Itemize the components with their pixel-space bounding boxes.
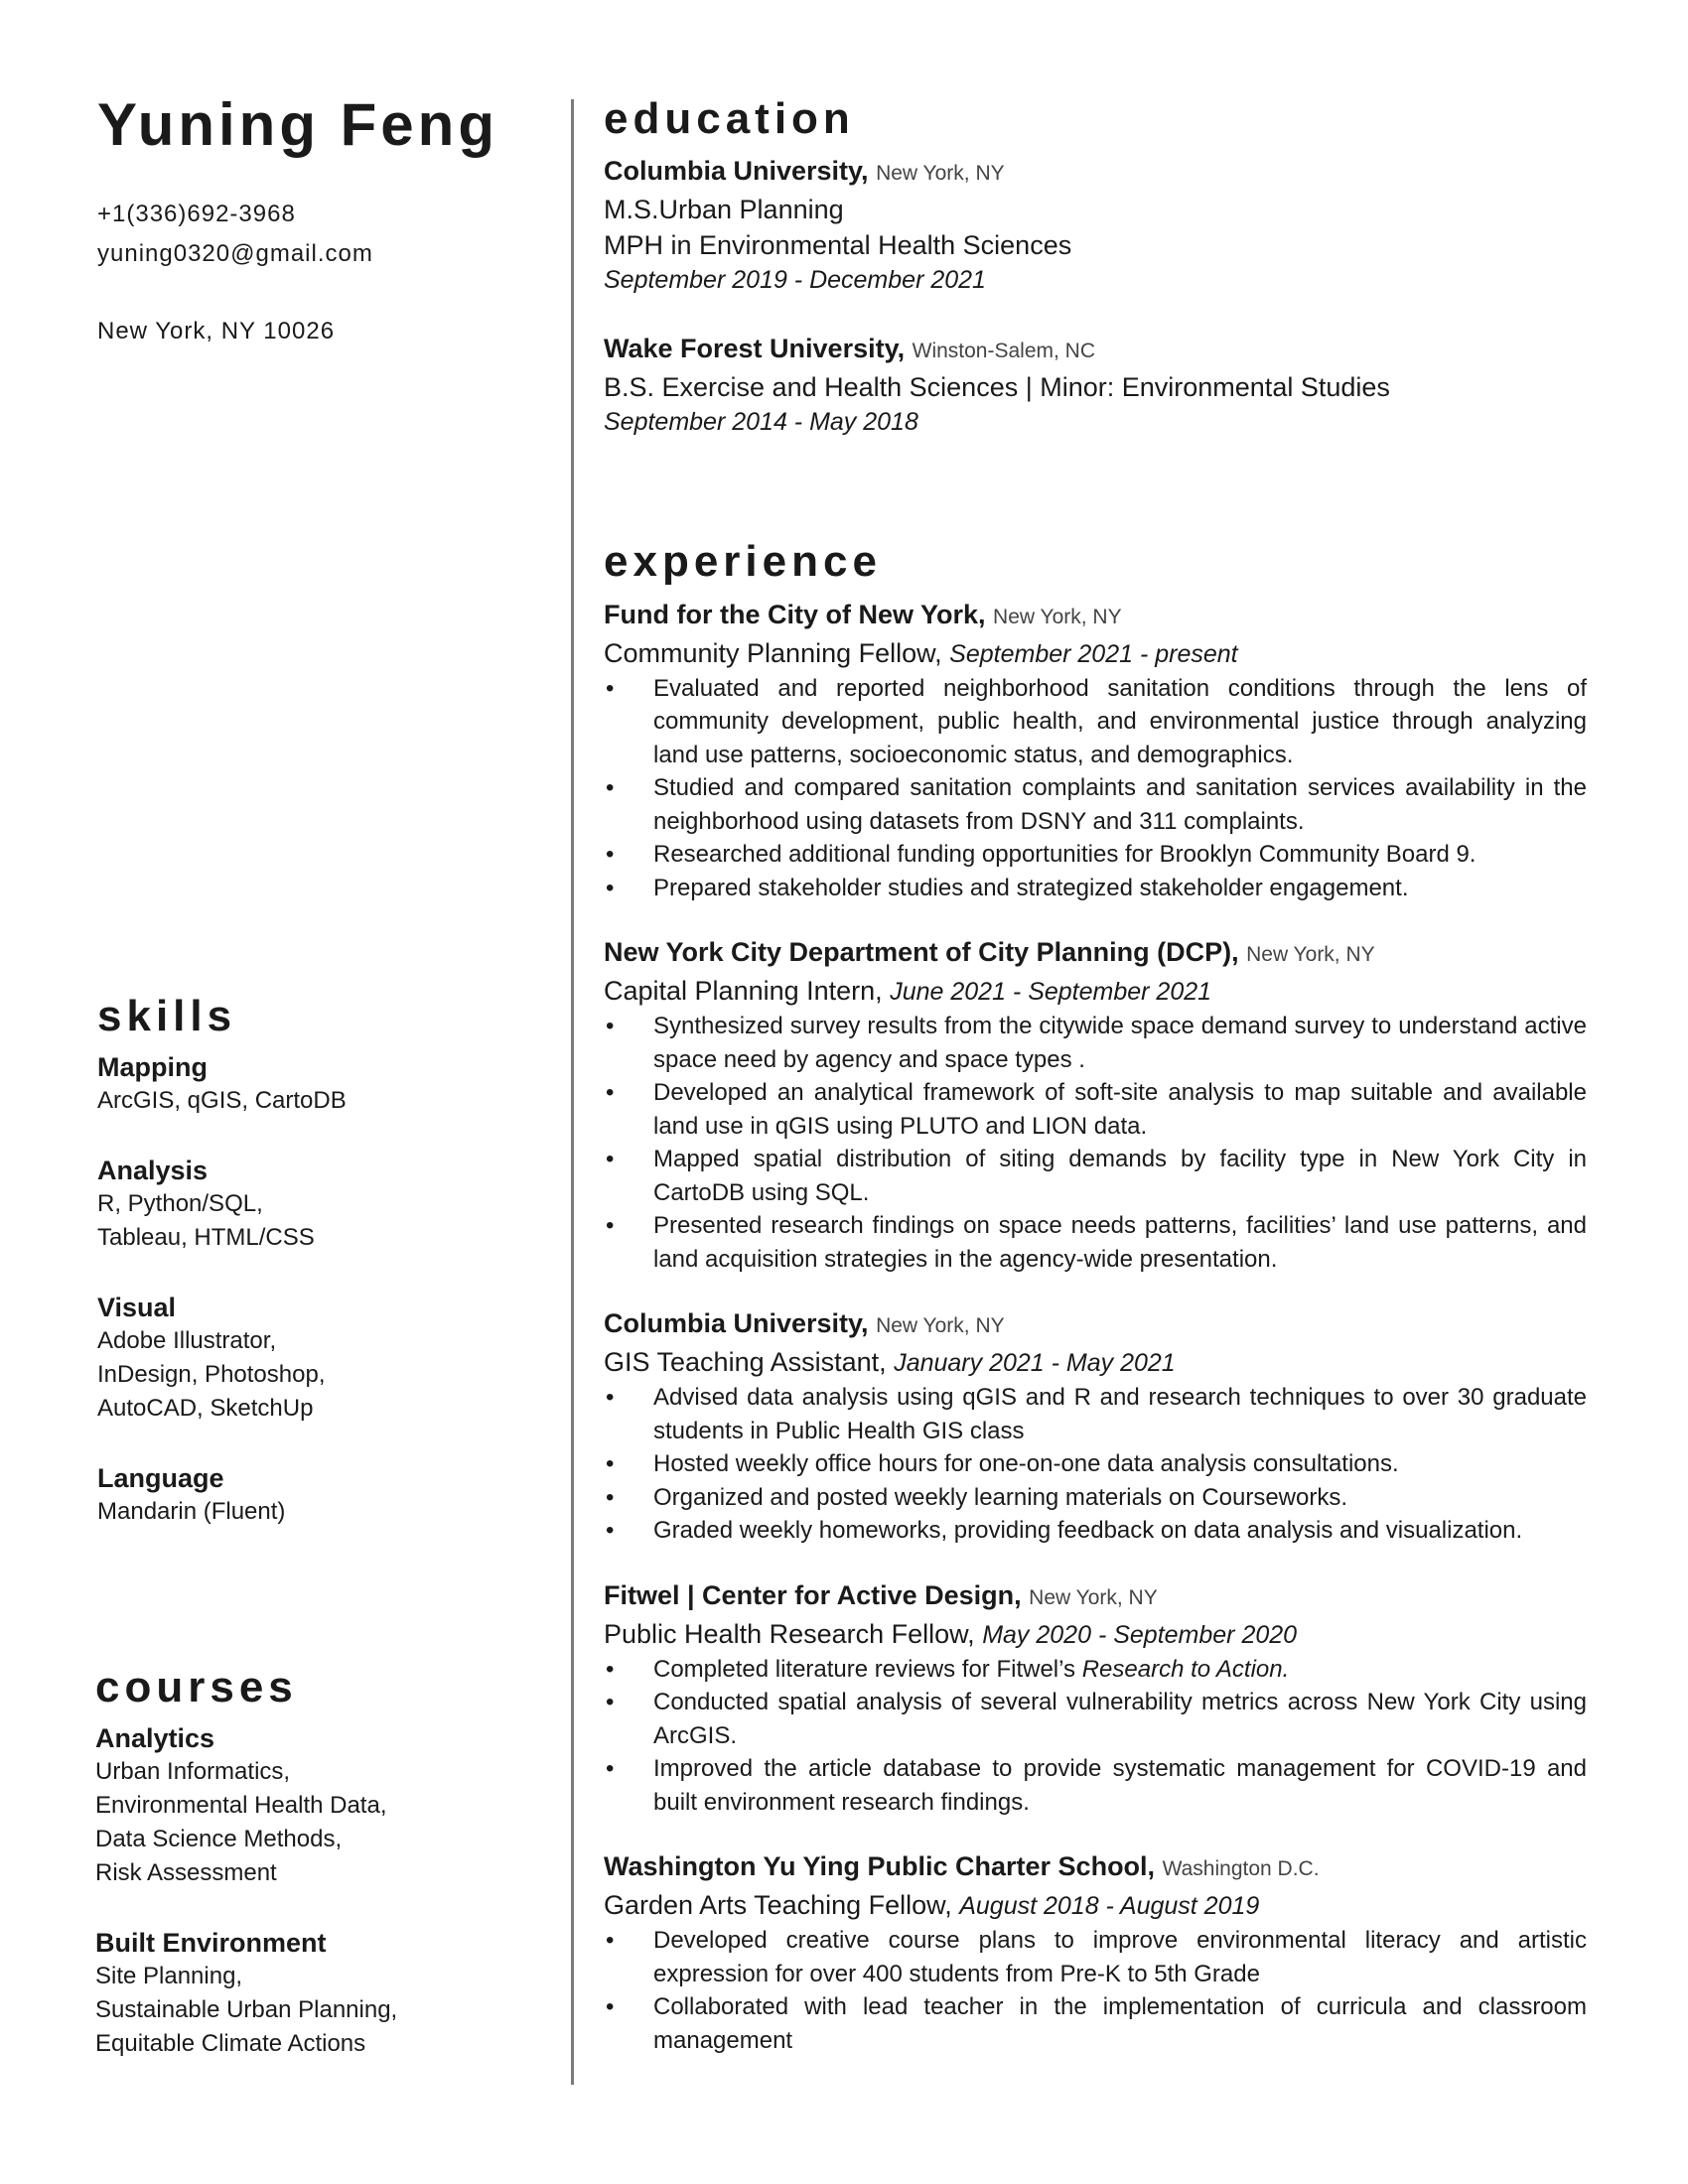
experience-job <box>604 1577 1587 1820</box>
home-address: New York, NY 10026 <box>97 318 336 344</box>
skills-group-title: Mapping <box>97 1052 208 1083</box>
candidate-name: Yuning Feng <box>97 91 498 158</box>
skills-item: ArcGIS, qGIS, CartoDB <box>97 1087 347 1115</box>
skills-item: Adobe Illustrator, <box>97 1327 277 1355</box>
job-bullet <box>604 1209 1587 1276</box>
employer-name: Washington Yu Ying Public Charter School, <box>604 1851 1156 1882</box>
experience-job <box>604 1848 1587 2057</box>
job-bullet <box>604 1686 1587 1752</box>
skills-section <box>97 993 554 1529</box>
job-title: Garden Arts Teaching Fellow, <box>604 1890 952 1921</box>
bullet-icon: • <box>606 674 615 702</box>
experience-job <box>604 1305 1587 1548</box>
education-org-line <box>604 331 1587 369</box>
bullet-icon: • <box>606 1993 615 2021</box>
job-org-line <box>604 597 1587 635</box>
education-entry <box>604 331 1587 439</box>
job-title: Community Planning Fellow, <box>604 637 942 668</box>
job-role-line <box>604 635 1587 672</box>
job-org-line <box>604 1305 1587 1344</box>
skills-item: Mandarin (Fluent) <box>97 1498 286 1526</box>
skills-item: R, Python/SQL, <box>97 1190 263 1218</box>
job-bullet <box>604 1924 1587 1990</box>
education-title: education <box>604 94 855 143</box>
bullet-icon: • <box>606 1483 615 1511</box>
bullet-icon: • <box>606 1146 615 1173</box>
school-location: New York, NY <box>876 162 1005 186</box>
courses-groups <box>95 1721 552 2061</box>
job-bullet <box>604 1514 1587 1548</box>
job-bullet <box>604 838 1587 872</box>
education-entry <box>604 153 1587 297</box>
skills-group-items <box>97 1324 554 1426</box>
employer-location: New York, NY <box>1029 1585 1158 1609</box>
job-period: January 2021 - May 2021 <box>894 1349 1176 1378</box>
bullet-text: Developed creative course plans to improve environmental literacy and artistic expression for over 400 students from Pre-K to 5th Grade <box>653 1927 1587 1987</box>
job-bullet <box>604 872 1587 905</box>
skills-group-items <box>97 1187 554 1255</box>
experience-section <box>604 538 1587 2057</box>
education-date: September 2019 - December 2021 <box>604 266 986 295</box>
courses-item: Equitable Climate Actions <box>95 2030 366 2058</box>
employer-location: New York, NY <box>993 605 1122 628</box>
job-title: Capital Planning Intern, <box>604 976 883 1007</box>
bullet-icon: • <box>606 1450 615 1478</box>
job-bullets <box>604 1381 1587 1548</box>
courses-group-title: Analytics <box>95 1723 215 1754</box>
column-divider <box>571 99 574 2085</box>
courses-item: Site Planning, <box>95 1963 243 1990</box>
bullet-icon: • <box>606 1079 615 1107</box>
courses-item: Data Science Methods, <box>95 1826 343 1853</box>
job-bullet <box>604 1653 1587 1687</box>
degree-line: MPH in Environmental Health Sciences <box>604 230 1072 261</box>
job-bullet <box>604 1010 1587 1076</box>
bullet-text: Presented research findings on space needs patterns, facilities’ land use patterns, and land acquisition strategies in the agency-wide presentation. <box>653 1212 1587 1273</box>
courses-item: Risk Assessment <box>95 1859 277 1887</box>
school-name: Columbia University, <box>604 156 869 187</box>
job-bullets <box>604 672 1587 905</box>
skills-group-items <box>97 1084 554 1118</box>
bullet-text: Completed literature reviews for Fitwel’s <box>653 1655 1082 1683</box>
experience-job <box>604 597 1587 905</box>
skills-group <box>97 1291 554 1426</box>
skills-item: Tableau, HTML/CSS <box>97 1224 315 1252</box>
job-org-line <box>604 1848 1587 1887</box>
education-section <box>604 95 1587 439</box>
job-bullet <box>604 1752 1587 1819</box>
job-bullet <box>604 1381 1587 1447</box>
skills-group-title: Visual <box>97 1293 177 1323</box>
skills-group-title: Analysis <box>97 1156 209 1186</box>
bullet-text: Prepared stakeholder studies and strategized stakeholder engagement. <box>653 874 1409 901</box>
bullet-icon: • <box>606 774 615 802</box>
bullet-text: Conducted spatial analysis of several vulnerability metrics across New York City using ArcGIS. <box>653 1689 1587 1749</box>
education-org-line <box>604 153 1587 192</box>
bullet-text: Researched additional funding opportunities for Brooklyn Community Board 9. <box>653 841 1477 869</box>
job-bullets <box>604 1924 1587 2057</box>
job-role-line <box>604 973 1587 1010</box>
email-address: yuning0320@gmail.com <box>97 240 373 267</box>
experience-title: experience <box>604 537 882 587</box>
courses-title: courses <box>95 1663 298 1711</box>
job-title: GIS Teaching Assistant, <box>604 1347 887 1378</box>
employer-name: Fund for the City of New York, <box>604 599 986 629</box>
bullet-italic-text: Research to Action. <box>1081 1655 1290 1683</box>
degree-line: M.S.Urban Planning <box>604 195 844 225</box>
skills-title: skills <box>97 992 237 1040</box>
school-location: Winston-Salem, NC <box>912 340 1096 363</box>
job-bullets <box>604 1653 1587 1820</box>
bullet-icon: • <box>606 1655 615 1683</box>
education-entries <box>604 153 1587 439</box>
bullet-icon: • <box>606 1755 615 1783</box>
job-role-line <box>604 1616 1587 1653</box>
bullet-text: Evaluated and reported neighborhood sanitation conditions through the lens of community development, public health, and environmental justice through analyzing land use patterns, socioeconomic status, and demographics. <box>653 674 1587 768</box>
experience-job <box>604 934 1587 1276</box>
job-title: Public Health Research Fellow, <box>604 1618 975 1649</box>
job-bullet <box>604 1990 1587 2057</box>
job-bullet <box>604 1076 1587 1143</box>
main-column <box>604 95 1587 2057</box>
contact-info <box>97 195 554 351</box>
employer-location: New York, NY <box>1246 943 1375 967</box>
bullet-icon: • <box>606 874 615 901</box>
skills-group <box>97 1461 554 1529</box>
experience-jobs <box>604 597 1587 2058</box>
bullet-icon: • <box>606 1384 615 1412</box>
courses-group-items <box>95 1755 552 1890</box>
courses-item: Sustainable Urban Planning, <box>95 1996 398 2024</box>
profile-column <box>97 89 554 351</box>
employer-name: New York City Department of City Planning (DCP), <box>604 937 1239 968</box>
job-period: August 2018 - August 2019 <box>959 1892 1260 1921</box>
employer-location: Washington D.C. <box>1162 1857 1320 1881</box>
bullet-text: Collaborated with lead teacher in the implementation of curricula and classroom management <box>653 1993 1587 2054</box>
employer-name: Fitwel | Center for Active Design, <box>604 1579 1022 1610</box>
job-org-line <box>604 934 1587 973</box>
bullet-text: Studied and compared sanitation complaints and sanitation services availability in the neighborhood using datasets from DSNY and 311 complaints. <box>653 774 1587 835</box>
bullet-text: Advised data analysis using qGIS and R and research techniques to over 30 graduate students in Public Health GIS class <box>653 1384 1587 1444</box>
job-bullet <box>604 672 1587 772</box>
degree-line: B.S. Exercise and Health Sciences | Minor: Environmental Studies <box>604 372 1390 403</box>
bullet-text: Organized and posted weekly learning materials on Courseworks. <box>653 1483 1348 1511</box>
courses-group <box>95 1926 552 2061</box>
courses-item: Environmental Health Data, <box>95 1792 387 1820</box>
job-role-line <box>604 1887 1587 1924</box>
bullet-text: Graded weekly homeworks, providing feedback on data analysis and visualization. <box>653 1517 1523 1545</box>
job-bullet <box>604 1143 1587 1209</box>
employer-location: New York, NY <box>876 1314 1005 1338</box>
bullet-icon: • <box>606 1013 615 1040</box>
courses-group-title: Built Environment <box>95 1928 327 1959</box>
courses-section <box>95 1664 552 2061</box>
bullet-icon: • <box>606 1212 615 1240</box>
bullet-text: Improved the article database to provide systematic management for COVID-19 and built environment research findings. <box>653 1755 1587 1816</box>
skills-item: AutoCAD, SketchUp <box>97 1395 314 1423</box>
bullet-icon: • <box>606 1517 615 1545</box>
courses-group <box>95 1721 552 1890</box>
skills-group <box>97 1154 554 1255</box>
job-bullets <box>604 1010 1587 1276</box>
bullet-icon: • <box>606 1927 615 1955</box>
bullet-text: Synthesized survey results from the citywide space demand survey to understand active space need by agency and space types . <box>653 1013 1587 1073</box>
bullet-icon: • <box>606 1689 615 1716</box>
skills-group <box>97 1050 554 1118</box>
bullet-text: Hosted weekly office hours for one-on-one data analysis consultations. <box>653 1450 1399 1478</box>
bullet-icon: • <box>606 841 615 869</box>
employer-name: Columbia University, <box>604 1308 869 1339</box>
job-period: September 2021 - present <box>949 639 1238 668</box>
courses-group-items <box>95 1960 552 2061</box>
job-role-line <box>604 1344 1587 1381</box>
courses-item: Urban Informatics, <box>95 1758 291 1786</box>
job-bullet <box>604 771 1587 838</box>
skills-group-title: Language <box>97 1463 224 1494</box>
job-org-line <box>604 1577 1587 1616</box>
skills-item: InDesign, Photoshop, <box>97 1361 326 1389</box>
skills-group-items <box>97 1495 554 1529</box>
bullet-text: Mapped spatial distribution of siting demands by facility type in New York City in CartoDB using SQL. <box>653 1146 1587 1206</box>
bullet-text: Developed an analytical framework of soft-site analysis to map suitable and available land use in qGIS using PLUTO and LION data. <box>653 1079 1587 1140</box>
job-bullet <box>604 1447 1587 1481</box>
education-date: September 2014 - May 2018 <box>604 408 918 437</box>
phone-number: +1(336)692-3968 <box>97 201 296 227</box>
school-name: Wake Forest University, <box>604 334 906 364</box>
job-bullet <box>604 1481 1587 1515</box>
job-period: May 2020 - September 2020 <box>982 1620 1298 1649</box>
skills-groups <box>97 1050 554 1529</box>
job-period: June 2021 - September 2021 <box>890 978 1212 1007</box>
